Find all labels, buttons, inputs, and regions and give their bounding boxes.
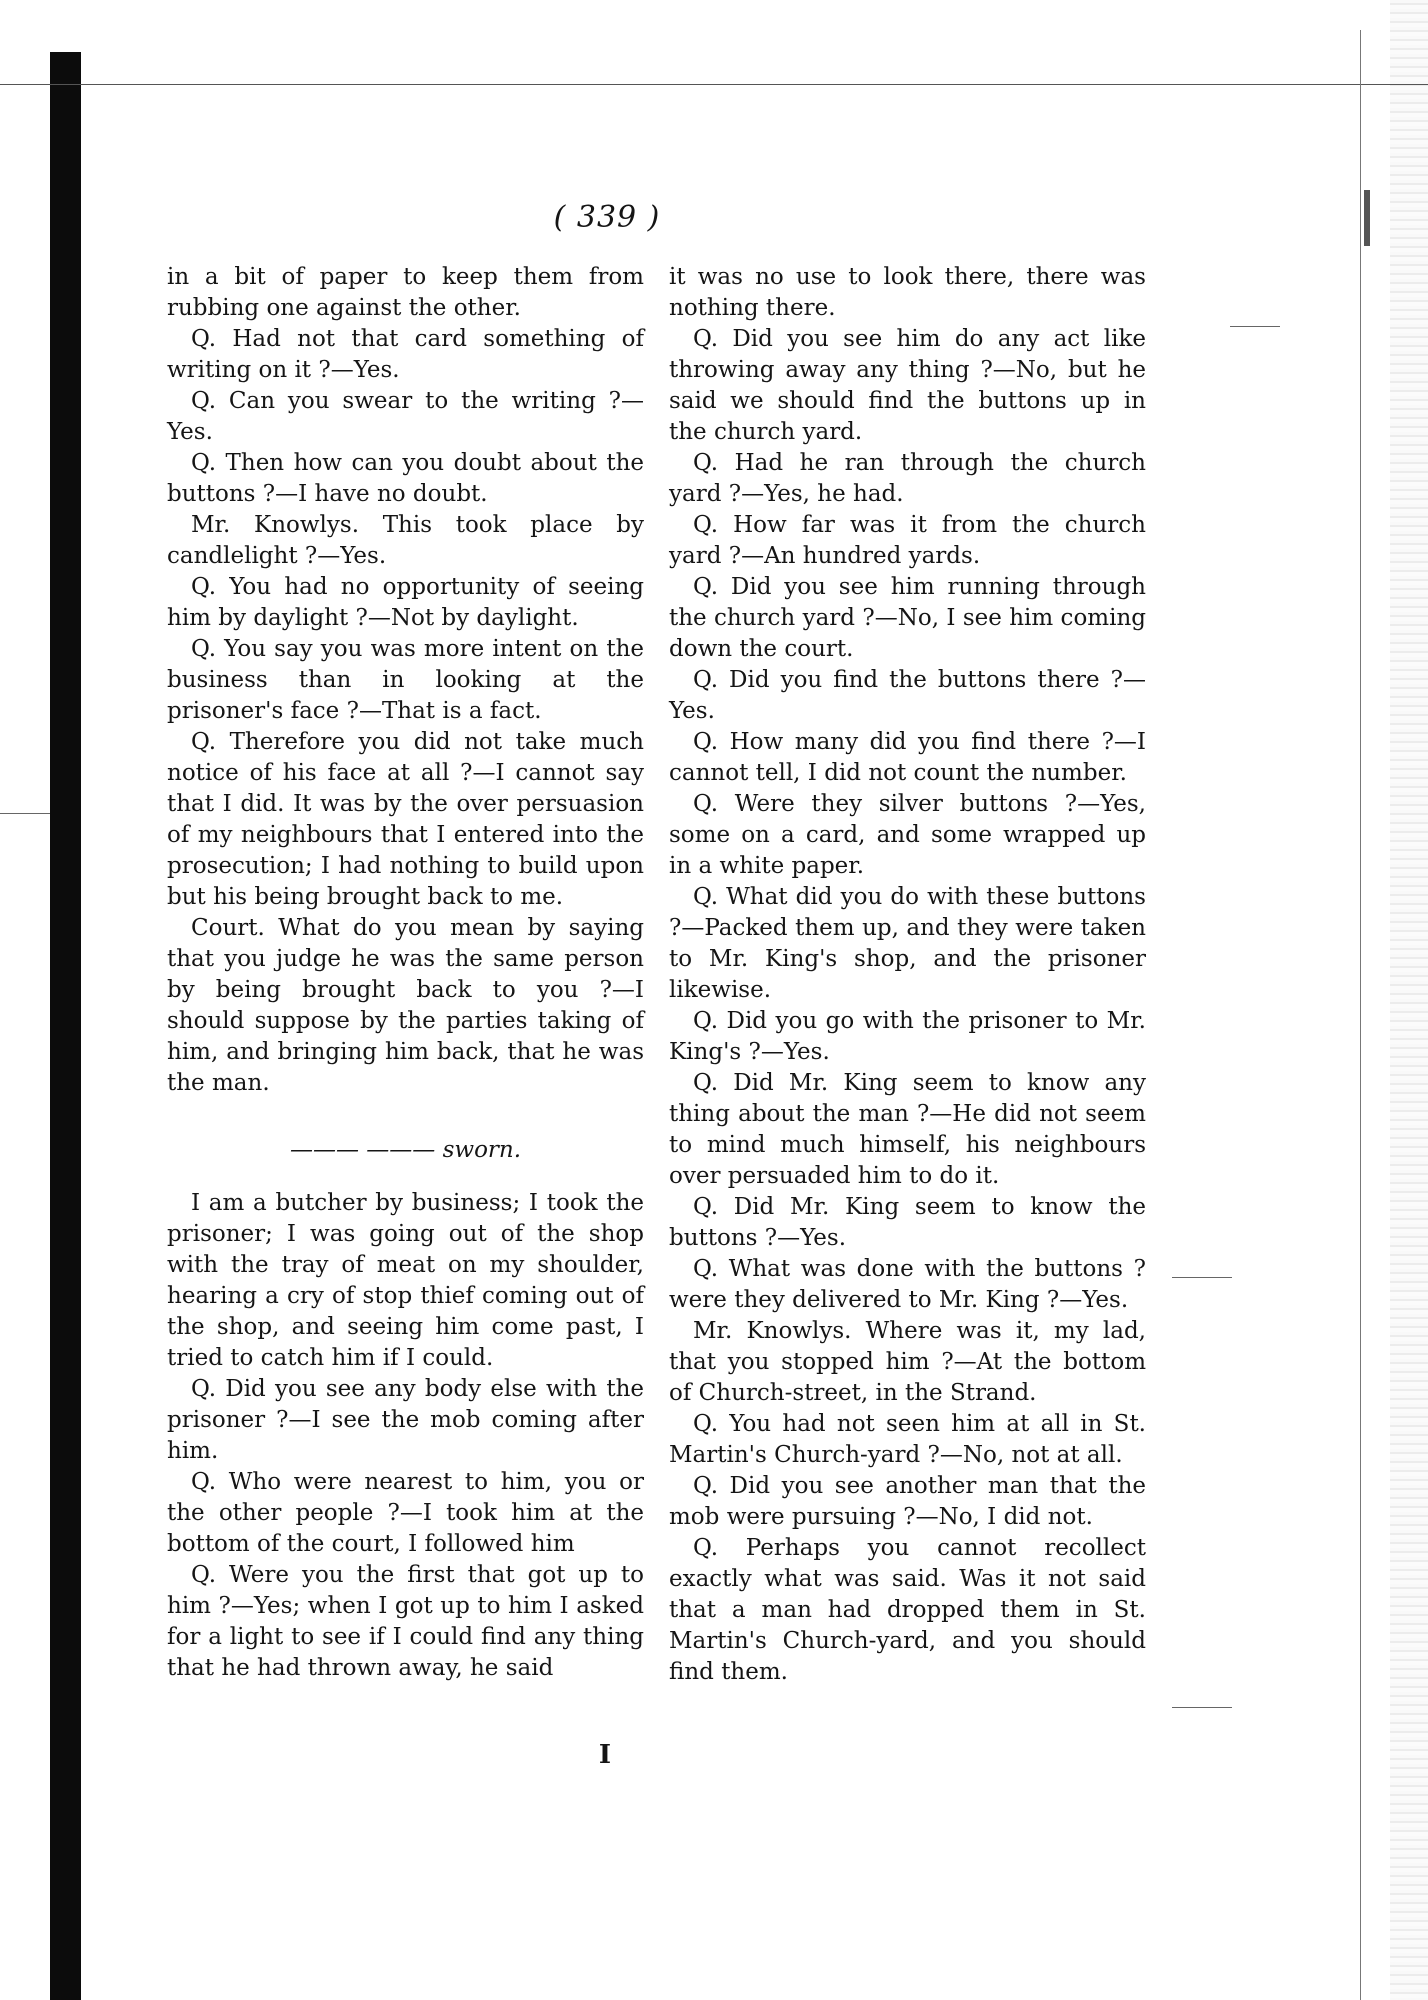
paragraph: in a bit of paper to keep them from rubbing one against the other. <box>167 264 644 321</box>
paragraph: Q. Then how can you doubt about the buttons ?—I have no doubt. <box>167 450 644 507</box>
paragraph: it was no use to look there, there was nothing there. <box>669 264 1146 321</box>
paragraph: Q. Did you see him running through the church yard ?—No, I see him coming down the court. <box>669 574 1146 662</box>
paragraph: Q. How many did you find there ?—I cannot tell, I did not count the number. <box>669 729 1146 786</box>
page-number: ( 339 ) <box>553 200 661 235</box>
margin-tick <box>1230 326 1280 327</box>
paragraph: Q. Were you the first that got up to him ?—Yes; when I got up to him I asked for a light to see if I could find any thing that he had thrown away, he said <box>167 1562 644 1681</box>
paragraph: Q. Did Mr. King seem to know the buttons ?—Yes. <box>669 1194 1146 1251</box>
paragraph: Mr. Knowlys. This took place by candlelight ?—Yes. <box>167 512 644 569</box>
paragraph: Q. Did you see any body else with the prisoner ?—I see the mob coming after him. <box>167 1376 644 1464</box>
scan-top-rule <box>0 84 1428 85</box>
page-edge-shadow <box>1390 0 1428 2000</box>
paragraph: Court. What do you mean by saying that you judge he was the same person by being brought back to you ?—I should suppose by the parties taking of him, and bringing him back, that he was the man. <box>167 915 644 1096</box>
paragraph: Q. Were they silver buttons ?—Yes, some on a card, and some wrapped up in a white paper. <box>669 791 1146 879</box>
paragraph: Q. Therefore you did not take much notice of his face at all ?—I cannot say that I did. It was by the over persuasion of my neighbours that I entered into the prosecution; I had nothing to build upon but his being brought back to me. <box>167 729 644 910</box>
book-spine-shadow <box>50 52 81 2000</box>
paragraph: Q. Did you see him do any act like throwing away any thing ?—No, but he said we should find the buttons up in the church yard. <box>669 326 1146 445</box>
paragraph: Q. Had he ran through the church yard ?—Yes, he had. <box>669 450 1146 507</box>
paragraph: Q. Had not that card something of writing on it ?—Yes. <box>167 326 644 383</box>
paragraph: Q. Can you swear to the writing ?—Yes. <box>167 388 644 445</box>
paragraph: Q. You say you was more intent on the business than in looking at the prisoner's face ?—That is a fact. <box>167 636 644 724</box>
paragraph: Q. Did you see another man that the mob were pursuing ?—No, I did not. <box>669 1473 1146 1530</box>
paragraph: Q. Who were nearest to him, you or the other people ?—I took him at the bottom of the court, I followed him <box>167 1469 644 1557</box>
paragraph: Mr. Knowlys. Where was it, my lad, that you stopped him ?—At the bottom of Church-street, in the Strand. <box>669 1318 1146 1406</box>
left-column <box>167 262 644 1684</box>
paragraph: Q. You had not seen him at all in St. Martin's Church-yard ?—No, not at all. <box>669 1411 1146 1468</box>
witness-sworn-heading: ——— ——— sworn. <box>289 1137 522 1163</box>
scan-right-rule <box>1360 30 1361 2000</box>
margin-bar-mark <box>1364 190 1370 246</box>
right-column <box>669 262 1146 1688</box>
paragraph: Q. What was done with the buttons ? were they delivered to Mr. King ?—Yes. <box>669 1256 1146 1313</box>
margin-tick <box>0 813 50 814</box>
signature-mark: I <box>598 1740 612 1770</box>
paragraph: Q. How far was it from the church yard ?—An hundred yards. <box>669 512 1146 569</box>
paragraph: Q. What did you do with these buttons ?—Packed them up, and they were taken to Mr. King's shop, and the prisoner likewise. <box>669 884 1146 1003</box>
paragraph: Q. Did you find the buttons there ?—Yes. <box>669 667 1146 724</box>
paragraph: Q. Did you go with the prisoner to Mr. King's ?—Yes. <box>669 1008 1146 1065</box>
paragraph: Q. Perhaps you cannot recollect exactly what was said. Was it not said that a man had dropped them in St. Martin's Church-yard, and you should find them. <box>669 1535 1146 1685</box>
paragraph: Q. Did Mr. King seem to know any thing about the man ?—He did not seem to mind much himself, his neighbours over persuaded him to do it. <box>669 1070 1146 1189</box>
paragraph: I am a butcher by business; I took the prisoner; I was going out of the shop with the tray of meat on my shoulder, hearing a cry of stop thief coming out of the shop, and seeing him come past, I tried to catch him if I could. <box>167 1190 644 1371</box>
paragraph: Q. You had no opportunity of seeing him by daylight ?—Not by daylight. <box>167 574 644 631</box>
margin-tick <box>1172 1707 1232 1708</box>
margin-tick <box>1172 1277 1232 1278</box>
